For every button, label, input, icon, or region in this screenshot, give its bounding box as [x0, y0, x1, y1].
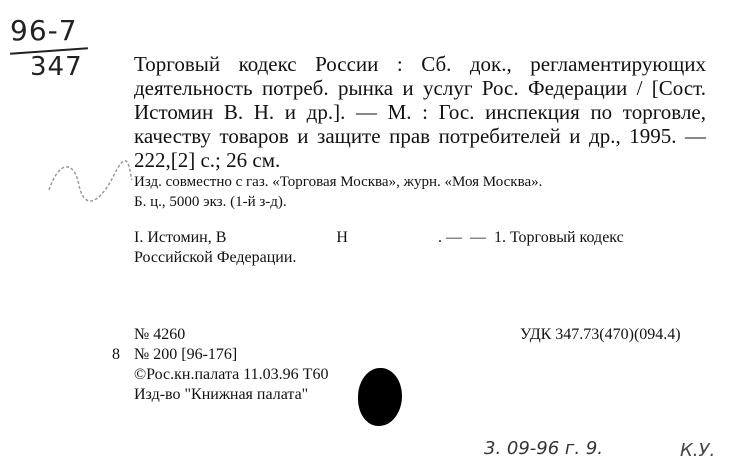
ink-blot-drip: [372, 402, 386, 420]
bibliographic-description: Торговый кодекс России : Сб. док., регламентирующих деятельность потреб. рынка и услуг Рос. Федерации / [Сост. Истомин В. Н. и др.]. — М. : Гос. инспекция по торговле, качеству товаров и защите прав потребителей и др., 1995. — 222,[2] с.; 26 см.: [134, 52, 706, 172]
book-chamber-stamp: ©Рос.кн.палата 11.03.96 Т60: [134, 366, 329, 383]
tracings: [134, 228, 704, 268]
tracing-dots: . —: [437, 229, 462, 246]
publication-notes: [134, 172, 704, 212]
tracing-initial: Н: [336, 229, 348, 246]
handwritten-initials: К.У.: [680, 440, 716, 461]
note-line-1: Изд. совместно с газ. «Торговая Москва», журн. «Моя Москва».: [134, 174, 543, 190]
shelfmark-line2: 347: [30, 52, 83, 82]
tracing-line-2: Российской Федерации.: [134, 249, 297, 266]
pencil-scribble: [44, 150, 134, 210]
handwritten-date: 3. 09-96 г. 9.: [484, 438, 603, 459]
tracing-author: I. Истомин, В: [134, 229, 227, 246]
note-line-2: Б. ц., 5000 экз. (1-й з-д).: [134, 194, 287, 210]
tracing-line-1: [134, 228, 704, 248]
shelfmark-line1: 96-7: [10, 14, 78, 47]
order-number: № 200 [96-176]: [134, 346, 238, 363]
publisher-line: Изд-во "Книжная палата": [134, 386, 309, 403]
tracing-subject: 1. Торговый кодекс: [493, 229, 624, 246]
tracing-dash: —: [469, 229, 486, 246]
udk-code: УДК 347.73(470)(094.4): [520, 326, 681, 343]
record-number: № 4260: [134, 326, 186, 343]
card-count: 8: [112, 346, 120, 363]
